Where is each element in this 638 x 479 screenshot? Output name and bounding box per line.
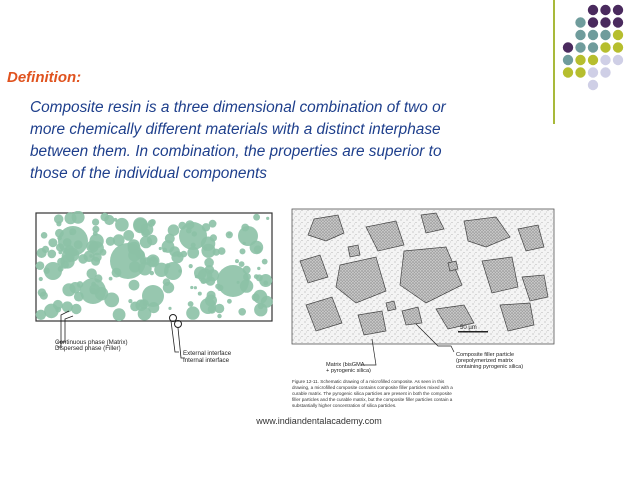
filler-particle [141,228,150,237]
filler-particle [159,247,162,250]
definition-line: those of the individual components [30,165,267,182]
decorative-dot-grid [562,4,638,134]
definition-line: Composite resin is a three dimensional combination of two or [30,99,446,116]
filler-particle [65,212,77,224]
decorative-dot [563,67,573,77]
filler-particle [89,284,100,295]
filler-particle [40,292,48,300]
filler-particle [239,261,245,267]
filler-particle [55,307,61,313]
filler-particle [162,240,175,253]
filler-particle [89,254,92,257]
label-continuous-phase: Continuous phase (Matrix) [55,339,128,346]
decorative-dot [600,5,610,15]
label-matrix-line1: Matrix (bisGMA [326,362,365,368]
filler-particle [168,307,171,310]
filler-particle [241,224,249,232]
filler-particle [181,251,188,258]
definition-line: between them. In combination, the properties are superior to [30,143,442,160]
caption-line: filler particles and the curable matrix, but the composite filler particles contain a [292,397,453,402]
filler-particle [71,304,81,314]
filler-particle [215,284,220,289]
decorative-dot [575,67,585,77]
filler-particle [90,241,104,255]
definition-heading: Definition: [7,69,82,86]
filler-particle [48,250,57,259]
decorative-dot [600,67,610,77]
filler-particle [226,231,233,238]
filler-particle [209,220,217,228]
scale-bar [458,331,488,333]
definition-text [30,97,570,185]
filler-particle [41,232,48,239]
filler-particle [217,314,221,318]
caption-line: substantially higher concentration of silica particles. [292,403,397,408]
decorative-dot [613,55,623,65]
filler-particle [348,245,360,257]
decorative-dot [588,67,598,77]
filler-particle [148,220,155,227]
filler-particle [62,301,73,312]
footer-url: www.indiandentalacademy.com [256,416,382,426]
definition-line: more chemically different materials with a distinct interphase [30,121,441,138]
filler-particle [243,242,246,245]
filler-particle [250,241,264,255]
filler-particle [92,219,99,226]
filler-particle [36,261,45,270]
filler-particle [48,238,57,247]
decorative-dot [563,55,573,65]
filler-particle [210,234,217,241]
filler-particle [208,305,216,313]
filler-particle [253,214,260,221]
filler-particle [77,281,84,288]
filler-particle [448,261,458,271]
filler-particle [87,268,97,278]
label-internal-interface: Internal interface [183,357,230,364]
filler-particle [140,236,152,248]
filler-particle [205,295,217,307]
decorative-dot [613,17,623,27]
decorative-dot [588,80,598,90]
filler-particle [218,247,226,255]
label-particle-line1: Composite filler particle [456,352,515,358]
filler-particle [235,259,239,263]
filler-particle [163,282,174,293]
decorative-dot [575,42,585,52]
filler-particle [238,308,246,316]
decorative-dot [600,42,610,52]
decorative-dot [588,55,598,65]
decorative-dot [613,30,623,40]
label-dispersed-phase: Dispersed phase (Filler) [55,345,121,352]
filler-particle [194,286,197,289]
composite-phase-diagram [33,211,275,374]
filler-particle [39,277,43,281]
filler-particle [130,302,140,312]
filler-particle [188,301,194,307]
decorative-dot [613,5,623,15]
filler-particle [69,228,76,235]
filler-particle [195,275,199,279]
filler-particle [71,250,77,256]
filler-particle [37,248,47,258]
decorative-dot [588,5,598,15]
filler-particle [74,292,84,302]
filler-particle [57,258,65,266]
filler-particle [113,308,126,321]
filler-particle [263,281,268,286]
filler-particle [237,281,240,284]
filler-particle [215,304,225,314]
filler-particle [207,269,219,281]
filler-particle [257,267,260,270]
decorative-dot [588,42,598,52]
filler-particle [240,279,253,292]
filler-particle [227,299,232,304]
label-matrix-line2: + pyrogenic silica) [326,368,371,374]
decorative-dot [575,17,585,27]
filler-particle [109,277,113,281]
filler-particle [189,264,193,268]
filler-particle [106,237,115,246]
filler-particle [198,292,202,296]
filler-particle [58,250,62,254]
label-particle-line2: (prepolymerized matrix [456,358,513,364]
filler-particle [258,303,264,309]
filler-particle [143,302,147,306]
filler-particle [192,231,197,236]
filler-particle [104,293,119,308]
decorative-dot [575,55,585,65]
filler-particle [243,266,251,274]
filler-particle [187,247,199,259]
caption-line: curable matrix. The pyrogenic silica particles are present in both the composite [292,391,452,396]
filler-particle [240,248,246,254]
filler-particle [186,228,192,234]
decorative-dot [613,42,623,52]
filler-particle [266,217,269,220]
filler-particle [129,280,140,291]
decorative-dot [588,17,598,27]
filler-particle [112,268,122,278]
decorative-dot [588,30,598,40]
filler-particle [93,231,98,236]
filler-particle [262,259,268,265]
label-particle-line3: containing pyrogenic silica) [456,364,524,370]
label-external-interface: External interface [183,350,232,357]
filler-particle [190,286,193,289]
decorative-dot [600,30,610,40]
decorative-dot [563,42,573,52]
filler-particle [56,221,61,226]
filler-particle [254,274,259,279]
filler-particle [57,236,62,241]
filler-particle [178,222,186,230]
filler-particle [74,240,83,249]
filler-particle [143,257,151,265]
filler-particle [178,269,182,273]
filler-particle [386,301,396,311]
filler-particle [186,306,199,319]
filler-particle [62,283,75,296]
caption-line: Figure 12-11. Schematic drawing of a microfilled composite. As seen in this [292,379,445,384]
scale-label: 50 µm [460,325,477,331]
decorative-dot [600,55,610,65]
decorative-dot [600,17,610,27]
filler-particle [201,244,215,258]
filler-particle [253,290,267,304]
filler-particle [114,218,118,222]
filler-particle [123,230,134,241]
filler-particle [128,249,140,261]
filler-particle [204,247,207,250]
filler-particle [128,299,132,303]
filler-particle [101,213,109,221]
filler-particle [36,310,46,320]
filler-particle [43,268,49,274]
filler-particle [185,220,194,229]
caption-line: drawing, a microfilled composite contains composite filler particles mixed with a [292,385,453,390]
microfilled-composite-drawing [286,207,562,410]
decorative-dot [575,30,585,40]
filler-particle [59,265,62,268]
